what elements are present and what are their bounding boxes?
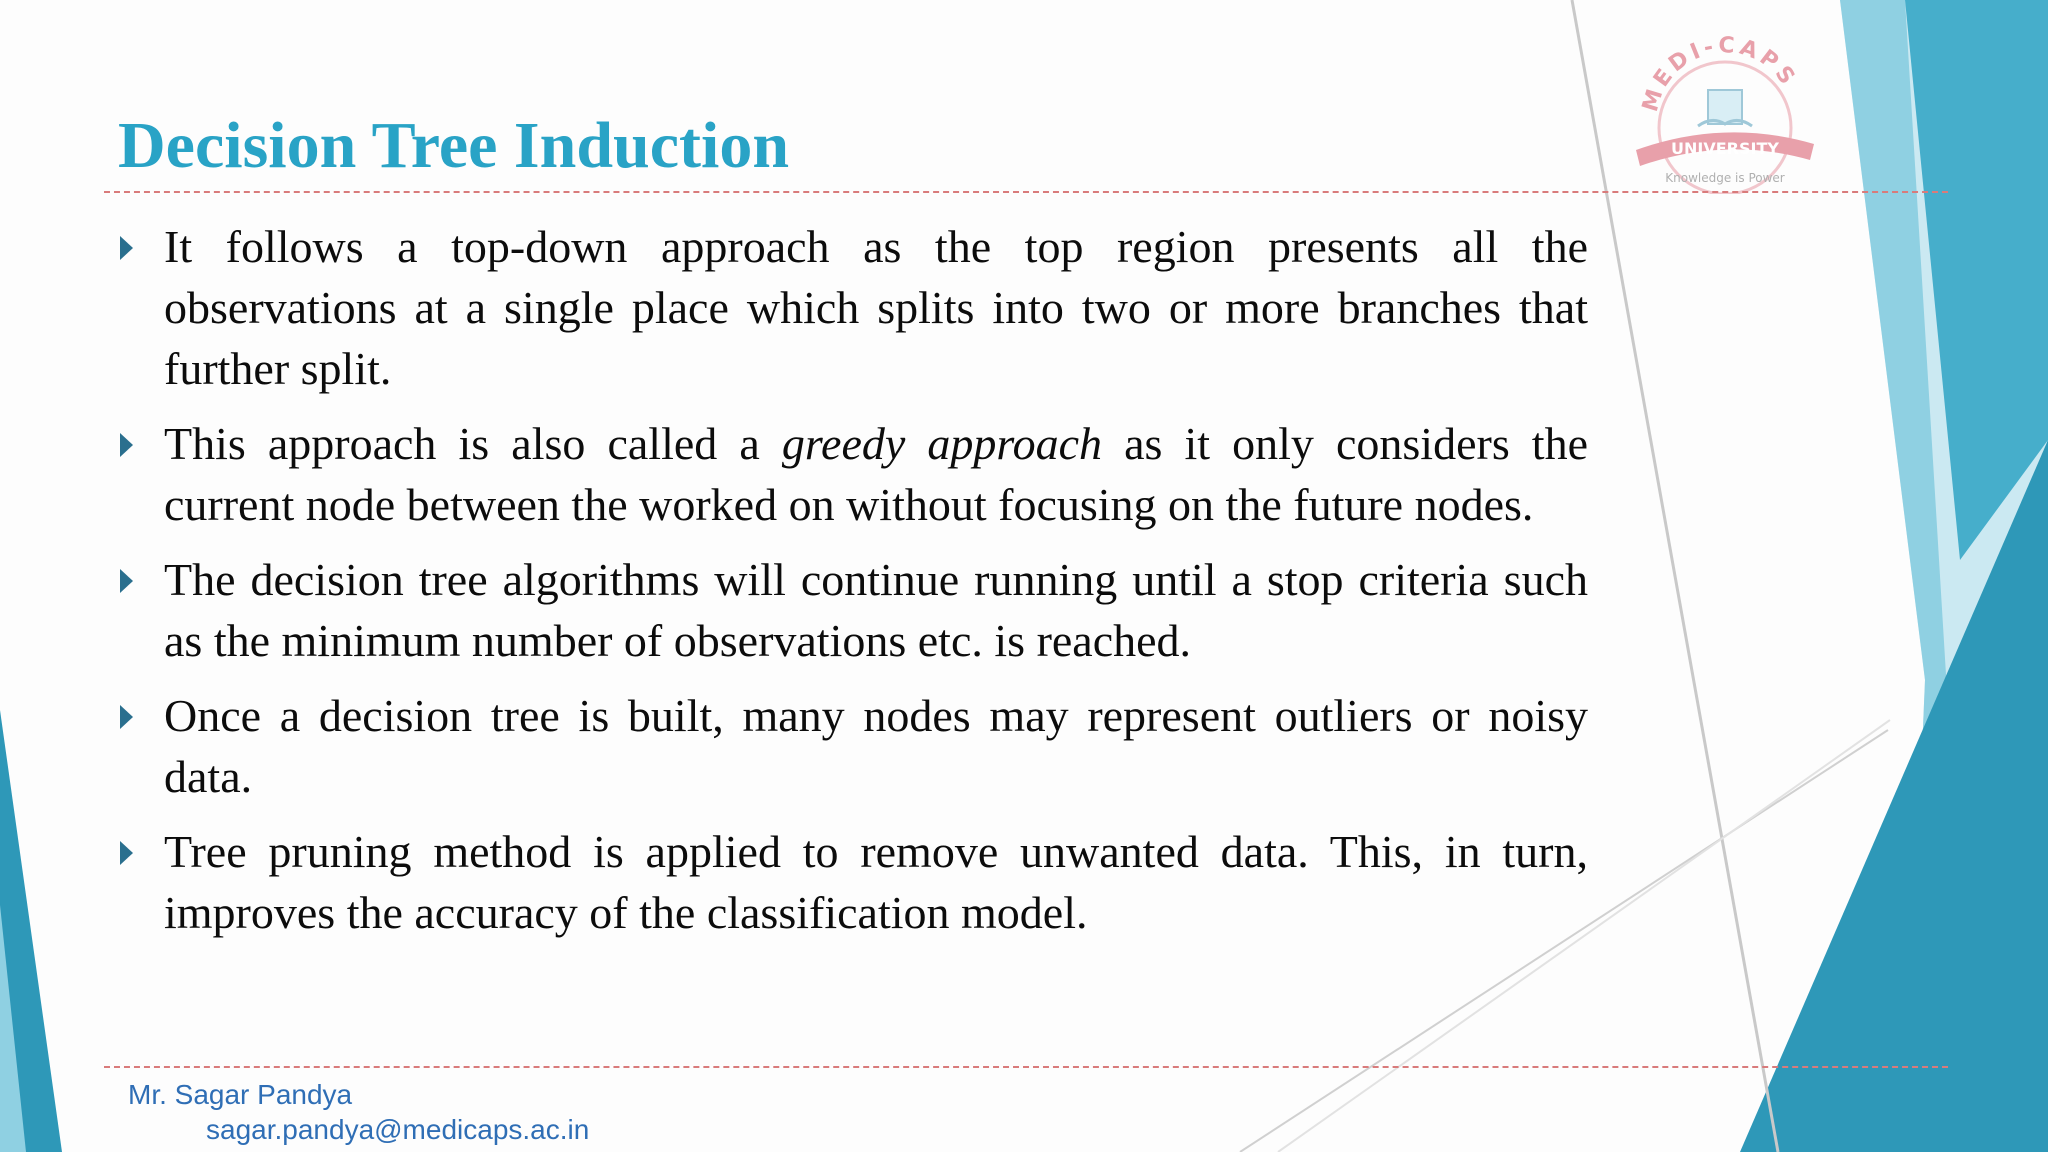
bullet-item [118,685,1588,807]
footer-email: sagar.pandya@medicaps.ac.in [206,1114,590,1145]
bullet-arrow-icon [120,841,133,865]
bullet-emphasis: greedy approach [781,418,1102,469]
bullet-arrow-icon [120,569,133,593]
bullet-item [118,413,1588,535]
bullet-text: Tree pruning method is applied to remove unwanted data. This, in turn, improves the accuracy of the classification model. [164,826,1588,938]
bullet-text: The decision tree algorithms will continue running until a stop criteria such as the minimum number of observations etc. is reached. [164,554,1588,666]
medicaps-university-logo [1620,32,1830,194]
svg-text:Knowledge is Power: Knowledge is Power [1665,171,1785,185]
bullet-item [118,216,1588,399]
svg-text:UNIVERSITY: UNIVERSITY [1671,139,1779,158]
footer-divider [104,1066,1948,1068]
bullet-item [118,821,1588,943]
title-divider [104,191,1948,193]
bullet-list [118,216,1588,957]
bullet-text-end: as it only considers the current node between the worked on without focusing on the future nodes. [164,418,1589,530]
bullet-arrow-icon [120,433,133,457]
bullet-text: It follows a top-down approach as the top region presents all the observations at a single place which splits into two or more branches that further split. [164,221,1588,394]
slide-title: Decision Tree Induction [118,109,790,182]
footer-author: Mr. Sagar Pandya [128,1079,353,1110]
bullet-arrow-icon [120,705,133,729]
bullet-text: Once a decision tree is built, many nodes may represent outliers or noisy data. [164,690,1588,802]
bullet-arrow-icon [120,236,133,260]
svg-text:MEDI-CAPS: MEDI-CAPS [1638,33,1802,115]
bullet-text-start: This approach is also called a [164,418,782,469]
bullet-item [118,549,1588,671]
